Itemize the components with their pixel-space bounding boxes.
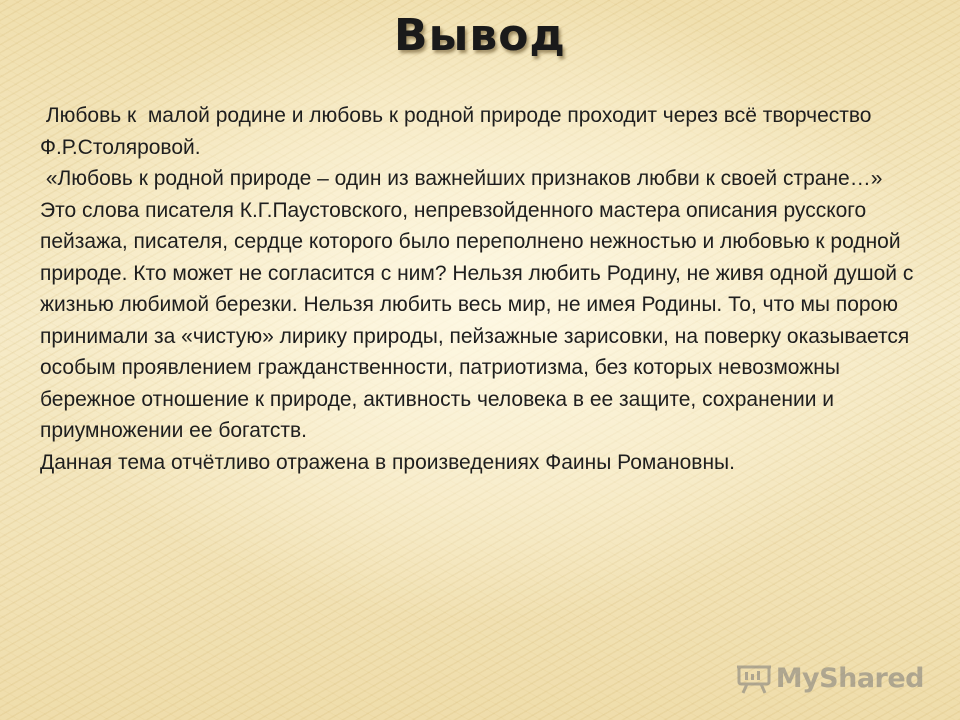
- watermark-logo: [736, 663, 924, 694]
- paragraph-conclusion: Данная тема отчётливо отражена в произведениях Фаины Романовны.: [40, 450, 735, 474]
- paragraph-main: «Любовь к родной природе – один из важнейших признаков любви к своей стране…» Это слова писателя К.Г.Паустовского, непревзойденного мастера описания русского пейзажа, писателя, сердце которого было переполнено нежностью и любовью к родной природе. Кто может не согласится с ним? Нельзя любить Родину, не живя одной душой с жизнью любимой березки. Нельзя любить весь мир, не имея Родины. То, что мы порою принимали за «чистую» лирику природы, пейзажные зарисовки, на поверку оказывается особым проявлением гражданственности, патриотизма, без которых невозможны бережное отношение к природе, активность человека в ее защите, сохранении и приумножении ее богатств.: [40, 167, 920, 442]
- slide-body: [40, 100, 920, 478]
- watermark-text: MyShared: [775, 663, 924, 694]
- paragraph-intro: Любовь к малой родине и любовь к родной природе проходит через всё творчество Ф.Р.Столяровой.: [40, 104, 878, 159]
- presentation-board-icon: [736, 664, 772, 694]
- slide-title: Вывод: [394, 10, 566, 61]
